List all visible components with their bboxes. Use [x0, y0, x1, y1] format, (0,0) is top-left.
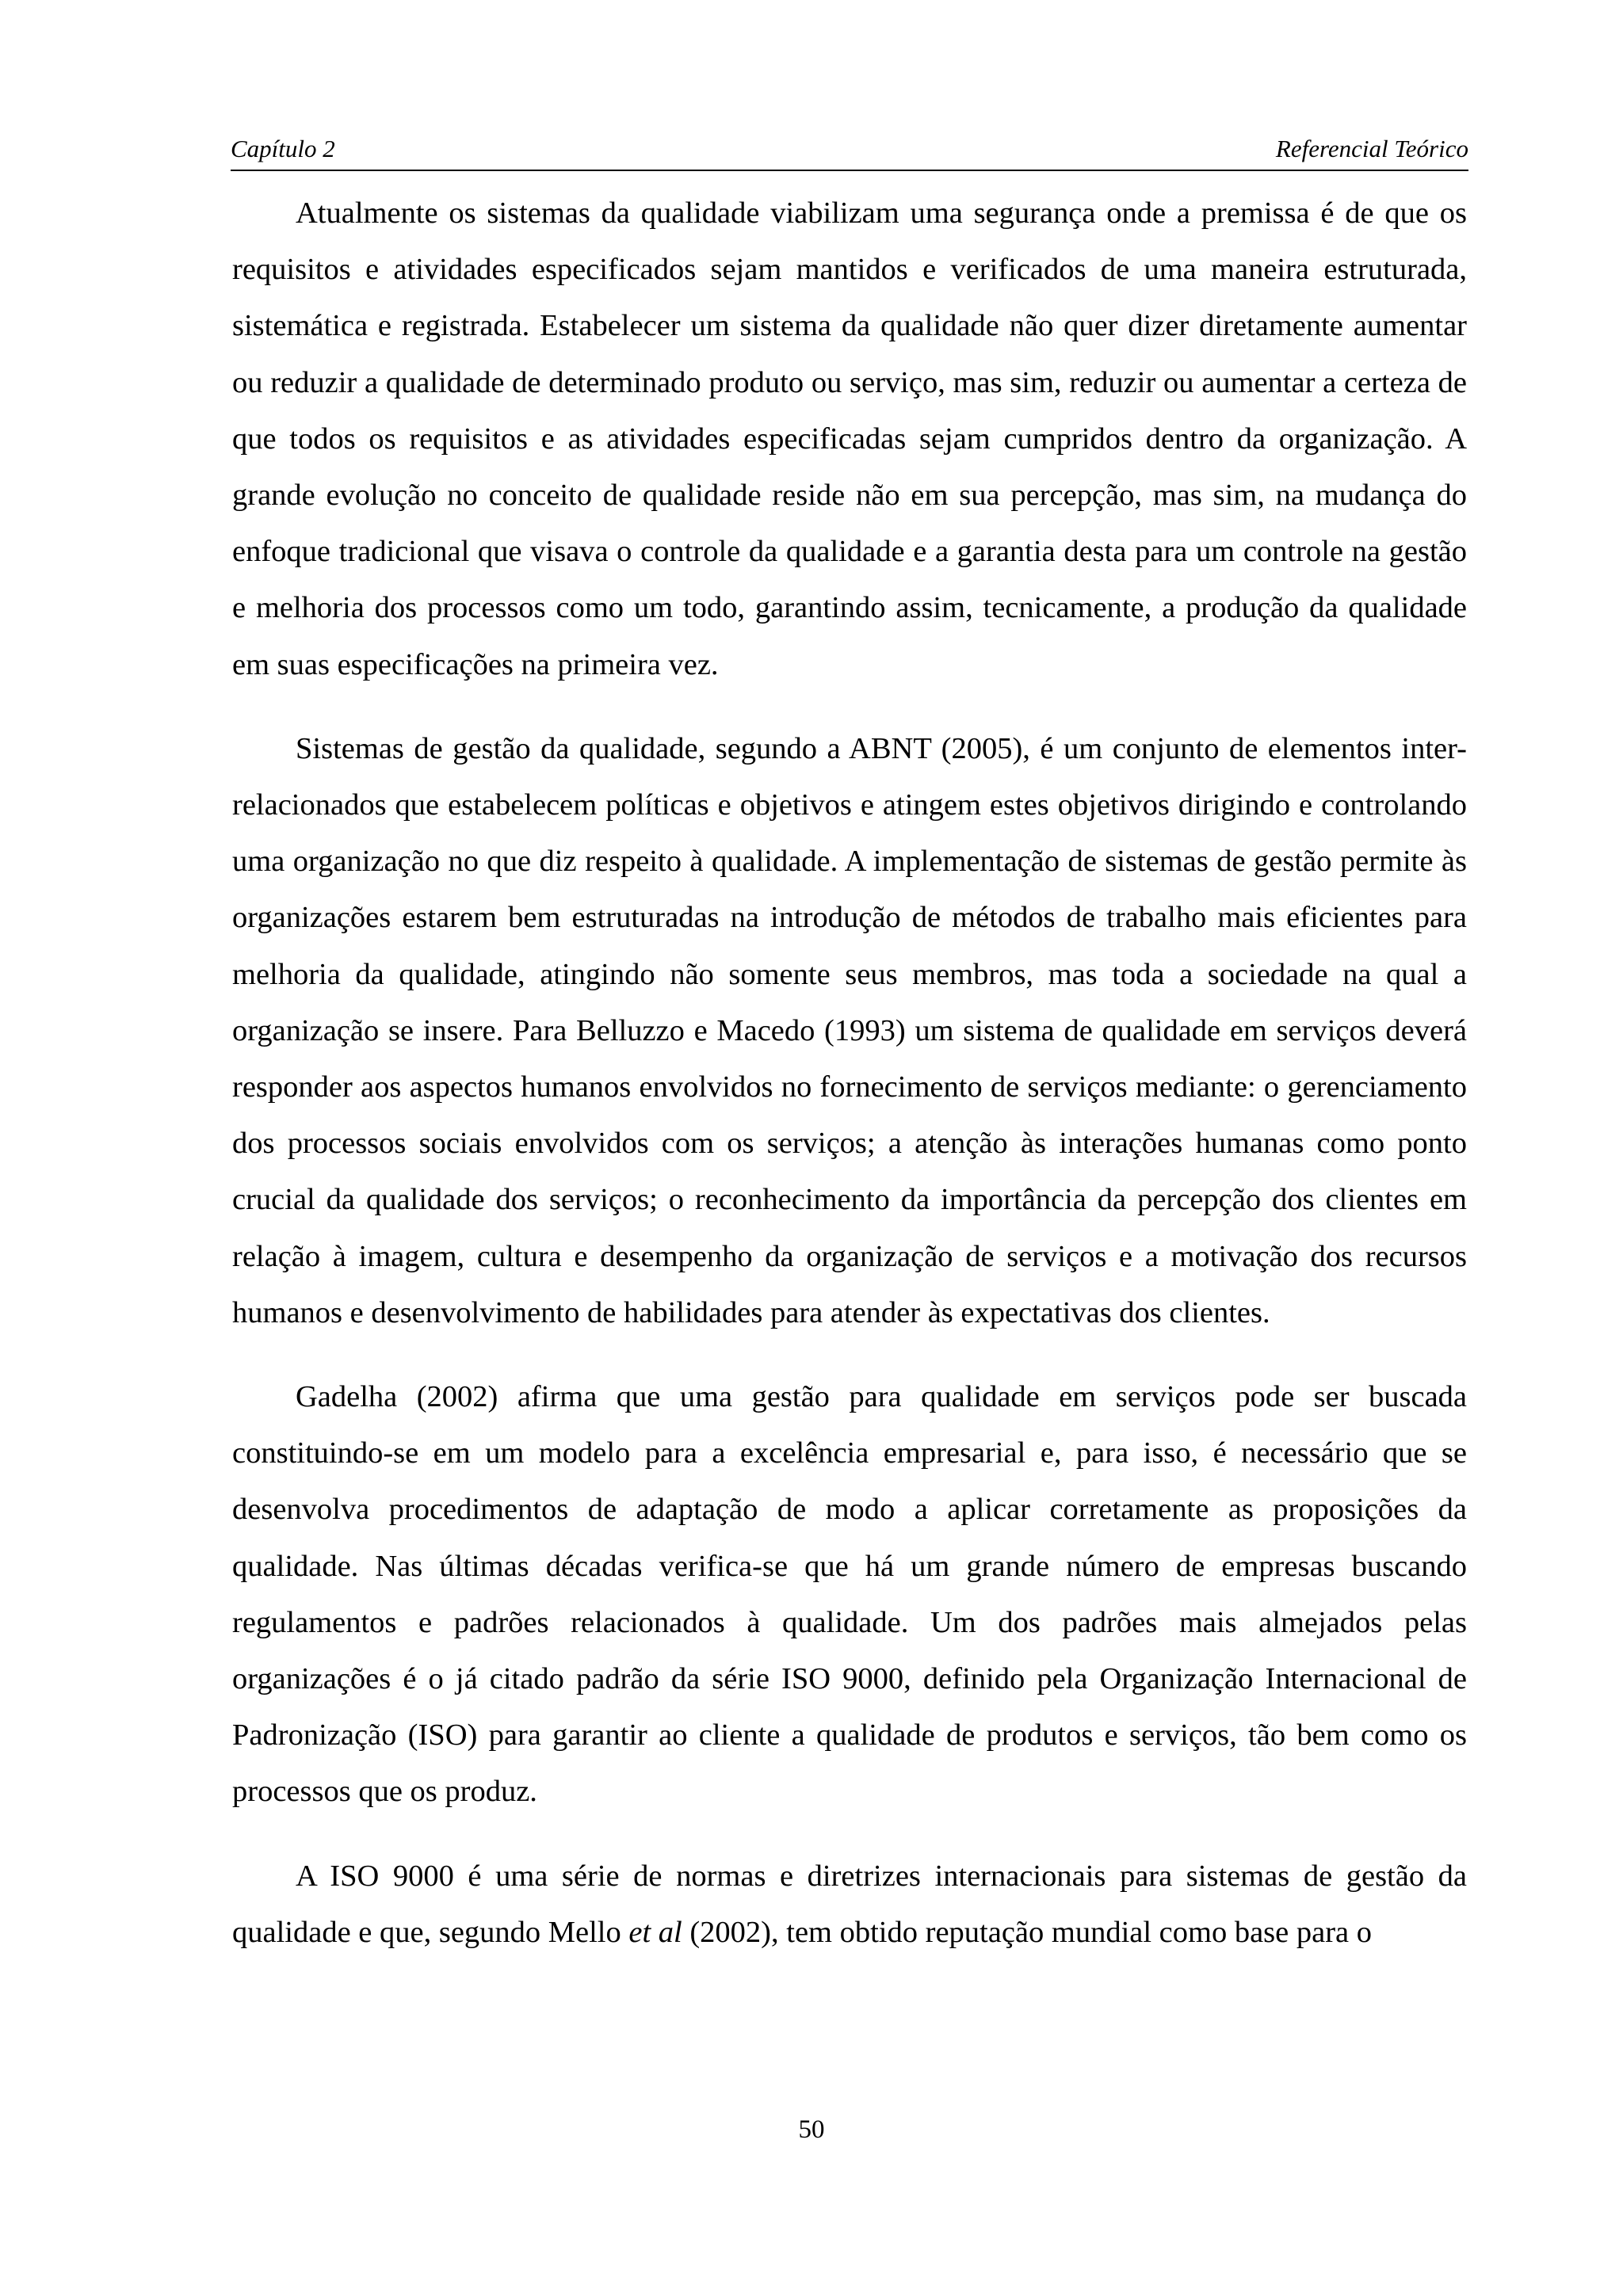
chapter-label: Capítulo 2 [231, 135, 335, 162]
paragraph-2: Sistemas de gestão da qualidade, segundo a ABNT (2005), é um conjunto de elementos inter-relacionados que estabelecem políticas e objetivos e atingem estes objetivos dirigindo e controlando uma organização no que diz respeito à qualidade. A implementação de sistemas de gestão permite às organizações estarem bem estruturadas na introdução de métodos de trabalho mais eficientes para melhoria da qualidade, atingindo não somente seus membros, mas toda a sociedade na qual a organização se insere. Para Belluzzo e Macedo (1993) um sistema de qualidade em serviços deverá responder aos aspectos humanos envolvidos no fornecimento de serviços mediante: o gerenciamento dos processos sociais envolvidos com os serviços; a atenção às interações humanas como ponto crucial da qualidade dos serviços; o reconhecimento da importância da percepção dos clientes em relação à imagem, cultura e desempenho da organização de serviços e a motivação dos recursos humanos e desenvolvimento de habilidades para atender às expectativas dos clientes. [232, 731, 1467, 1329]
paragraph-4-text-end: (2002), tem obtido reputação mundial como base para o [682, 1915, 1372, 1949]
paragraph-3: Gadelha (2002) afirma que uma gestão para qualidade em serviços pode ser buscada constituindo-se em um modelo para a excelência empresarial e, para isso, é necessário que se desenvolva procedimentos de adaptação de modo a aplicar corretamente as proposições da qualidade. Nas últimas décadas verifica-se que há um grande número de empresas buscando regulamentos e padrões relacionados à qualidade. Um dos padrões mais almejados pelas organizações é o já citado padrão da série ISO 9000, definido pela Organização Internacional de Padronização (ISO) para garantir ao cliente a qualidade de produtos e serviços, tão bem como os processos que os produz. [232, 1380, 1467, 1809]
page-number: 50 [798, 2115, 825, 2144]
body-text [232, 185, 1467, 1961]
paragraph-4-italic-citation: et al [628, 1915, 682, 1949]
section-title: Referencial Teórico [1275, 135, 1468, 162]
paragraph-4-text-start: A ISO 9000 é uma série de normas e diretrizes internacionais para sistemas de gestão da qualidade e que, segundo Mello [232, 1859, 1467, 1949]
paragraph-1: Atualmente os sistemas da qualidade viabilizam uma segurança onde a premissa é de que os requisitos e atividades especificados sejam mantidos e verificados de uma maneira estruturada, sistemática e registrada. Estabelecer um sistema da qualidade não quer dizer diretamente aumentar ou reduzir a qualidade de determinado produto ou serviço, mas sim, reduzir ou aumentar a certeza de que todos os requisitos e as atividades especificadas sejam cumpridos dentro da organização. A grande evolução no conceito de qualidade reside não em sua percepção, mas sim, na mudança do enfoque tradicional que visava o controle da qualidade e a garantia desta para um controle na gestão e melhoria dos processos como um todo, garantindo assim, tecnicamente, a produção da qualidade em suas especificações na primeira vez. [232, 196, 1467, 681]
running-header [231, 133, 1468, 171]
paragraph-4 [232, 1848, 1467, 1961]
